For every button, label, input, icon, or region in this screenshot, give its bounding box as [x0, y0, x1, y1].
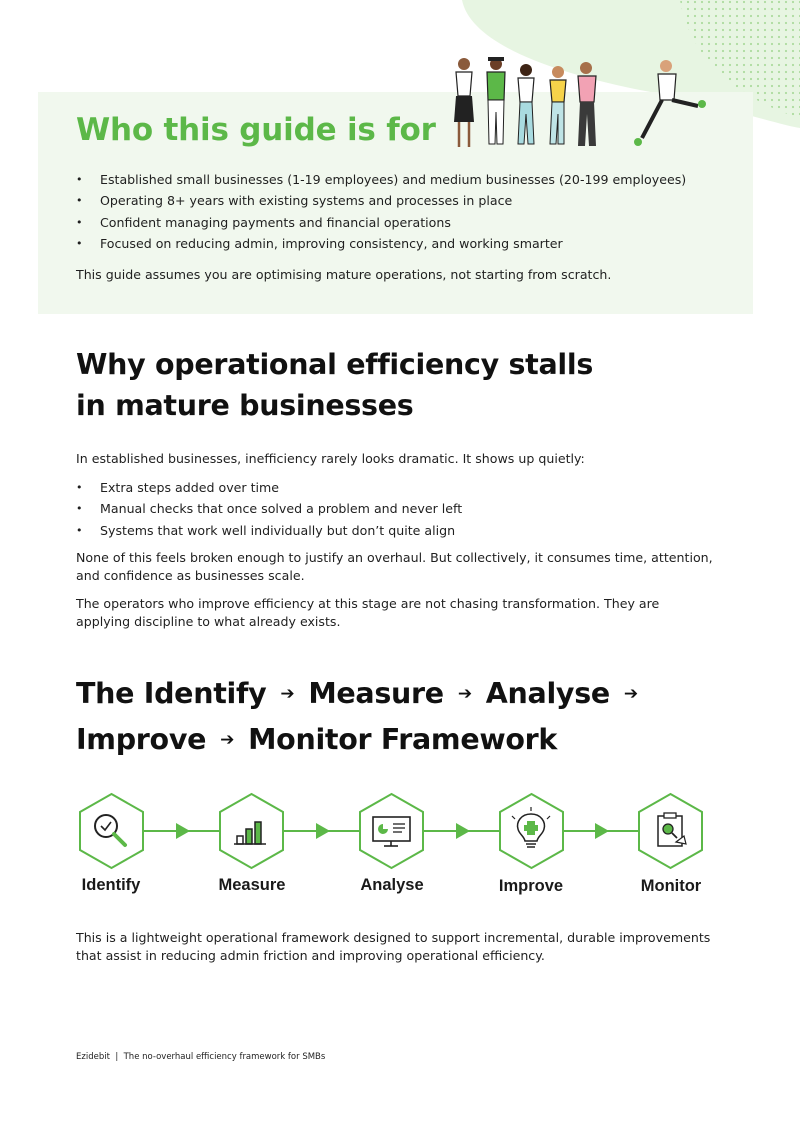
- efficiency-paragraph-1: None of this feels broken enough to justify an overhaul. But collectively, it consumes time, attention, and confidence as businesses scale.: [76, 550, 713, 583]
- step-label-improve: Improve: [498, 877, 564, 895]
- step-label-monitor: Monitor: [640, 877, 702, 895]
- audience-list: [76, 169, 686, 254]
- arrow-right-icon: ➔: [623, 684, 638, 704]
- step-monitor: [639, 794, 702, 868]
- framework-heading-measure: Measure: [308, 677, 444, 710]
- audience-heading: Who this guide is for: [76, 112, 436, 148]
- step-identify: [80, 794, 143, 868]
- efficiency-heading-line2: in mature businesses: [76, 389, 414, 422]
- step-label-measure: Measure: [218, 876, 286, 894]
- list-item: • Manual checks that once solved a problem and never left: [76, 498, 462, 519]
- footer-separator: |: [115, 1052, 119, 1062]
- framework-heading-identify: The Identify: [76, 677, 267, 710]
- step-label-identify: Identify: [81, 876, 141, 894]
- arrow-right-icon: ➔: [457, 684, 472, 704]
- dashboard-screen-icon: [373, 817, 410, 846]
- clipboard-search-icon: [658, 813, 686, 846]
- team-illustration: [446, 52, 716, 152]
- efficiency-heading-line1: Why operational efficiency stalls: [76, 348, 594, 381]
- list-item: • Extra steps added over time: [76, 477, 462, 498]
- framework-heading-line2: [76, 719, 652, 765]
- footer-brand: Ezidebit: [76, 1052, 110, 1062]
- framework-description: This is a lightweight operational framework designed to support incremental, durable improvements that assist in reducing admin friction and improving operational efficiency.: [76, 930, 711, 963]
- audience-note: This guide assumes you are optimising mature operations, not starting from scratch.: [76, 267, 612, 282]
- list-item: • Focused on reducing admin, improving consistency, and working smarter: [76, 233, 686, 254]
- step-improve: [500, 794, 563, 868]
- efficiency-paragraph-2: The operators who improve efficiency at this stage are not chasing transformation. They are applying discipline to what already exists.: [76, 596, 660, 629]
- step-analyse: [360, 794, 423, 868]
- list-item: • Confident managing payments and financial operations: [76, 212, 686, 233]
- efficiency-intro: In established businesses, inefficiency rarely looks dramatic. It shows up quietly:: [76, 451, 585, 466]
- framework-heading-improve: Improve: [76, 723, 207, 756]
- list-item: • Systems that work well individually but don’t quite align: [76, 520, 462, 541]
- step-label-analyse: Analyse: [360, 876, 424, 894]
- arrow-right-icon: ➔: [220, 730, 235, 750]
- framework-diagram: [0, 786, 800, 876]
- page-footer: [76, 1052, 325, 1062]
- footer-text: The no-overhaul efficiency framework for SMBs: [123, 1052, 326, 1062]
- list-item: • Established small businesses (1-19 employees) and medium businesses (20-199 employees): [76, 169, 686, 190]
- framework-heading-analyse: Analyse: [485, 677, 610, 710]
- framework-heading: [76, 673, 652, 765]
- efficiency-list: [76, 477, 462, 541]
- list-item: • Operating 8+ years with existing systems and processes in place: [76, 190, 686, 211]
- framework-heading-monitor: Monitor Framework: [248, 723, 558, 756]
- framework-heading-line1: [76, 673, 652, 719]
- step-measure: [220, 794, 283, 868]
- efficiency-heading: [76, 344, 593, 426]
- arrow-right-icon: ➔: [280, 684, 295, 704]
